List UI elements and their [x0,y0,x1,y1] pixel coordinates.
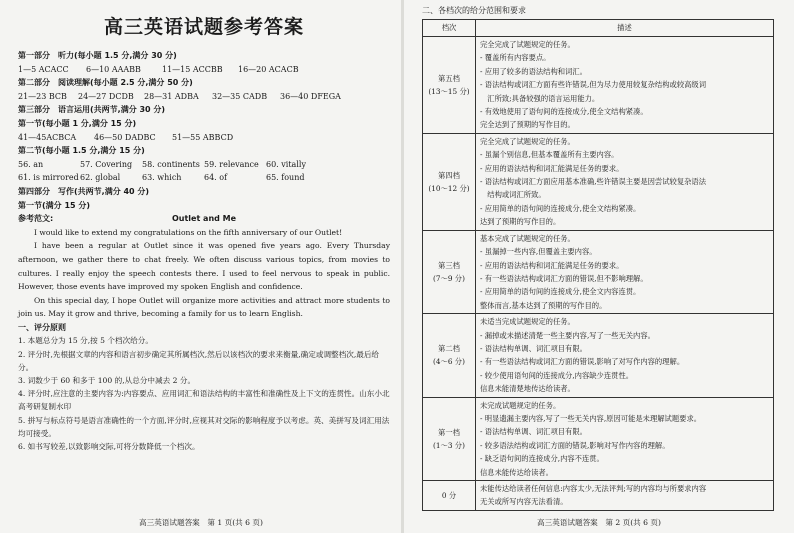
level-label: (10～12 分) [428,183,470,193]
level-cell [423,397,476,480]
table-row [423,481,774,511]
table-row [423,314,774,397]
description-line: 信息未能传达给读者。 [480,467,553,477]
section-heading: 二、各档次的给分范围和要求 [422,6,526,15]
part2-heading: 第二部分 阅读理解(每小题 2.5 分,满分 50 分) [18,78,193,88]
description-cell [476,481,774,511]
answer-group: 32—35 CADB [212,91,268,101]
description-line: - 缺乏语句间的连接成分,内容不连贯。 [480,454,604,464]
fill-answer: 63. which [142,173,182,183]
answer-group: 51—55 ABBCD [172,132,234,142]
level-label: 第三档 [438,260,460,270]
description-line: - 漏掉或未描述清楚一些主要内容,写了一些无关内容。 [480,330,655,340]
section1-heading: 第一节(每小题 1 分,满分 15 分) [18,118,137,128]
description-line: 达到了预期的写作目的。 [480,217,561,227]
description-line: - 较多语法结构或词汇方面的错误,影响对写作内容的理解。 [480,440,670,450]
description-line: - 语法结构或词汇方面有些许错误,但为尽力使用较复杂结构或较高级词 [480,80,707,90]
essay-title: Outlet and Me [171,214,237,224]
table-row [423,133,774,230]
level-cell [423,37,476,134]
section2-answers-row1 [18,158,390,172]
essay-paragraph: On this special day, I hope Outlet will organize more activities and attract more students to join us. May it grow and thrive, becoming a family for us to learn English. [18,295,390,319]
description-line: 完全完成了试题规定的任务。 [480,40,575,49]
level-cell [423,314,476,397]
part1-heading: 第一部分 听力(每小题 1.5 分,满分 30 分) [18,51,177,60]
description-line: - 应用了较多的语法结构和词汇。 [480,66,587,76]
level-label: 第五档 [438,73,460,83]
fill-answer: 64. of [204,173,228,183]
description-line: - 虽漏掉一些内容,但覆盖主要内容。 [480,247,597,257]
description-line: - 覆盖所有内容要点。 [480,53,551,63]
scoring-rule: 4. 评分时,应注意的主要内容为:内容要点、应用词汇和语法结构的丰富性和准确性及上下文的连贯性。山东小北高考研复制水印 [18,389,390,412]
level-label: 第一档 [438,427,460,437]
level-label: 第四档 [438,170,460,180]
fill-answer: 56. an [18,159,44,169]
section2-heading: 第二节(每小题 1.5 分,满分 15 分) [18,146,145,156]
description-line: 整体而言,基本达到了预期的写作目的。 [480,300,607,310]
fill-answer: 57. Covering [80,159,133,169]
essay-paragraph: I have been a regular at Outlet since it was opened five years ago. Every Thursday afternoon, we gather there to chat freely. We often discuss various topics, from movies to cultures. I really enjoy the speech contests there. I used to feel nervous to speak in public. However, those events have improved my spoken English and confidence. [18,241,390,292]
description-line: - 应用的语法结构和词汇能满足任务的要求。 [480,163,624,173]
page-title: 高三英语试题参考答案 [103,16,304,38]
scoring-rule: 2. 评分时,先根据文章的内容和语言初步确定其所属档次,然后以该档次的要求来衡量,确定或调整档次,最后给分。 [18,349,380,372]
table-row [423,397,774,480]
description-line: - 有效地使用了语句间的连接成分,使全文结构紧凑。 [480,107,648,117]
answer-group: 16—20 ACACB [238,64,299,74]
description-line: 结构或词汇所致。 [480,190,546,200]
answer-group: 36—40 DFEGA [280,91,341,101]
section2-answers-row2 [18,171,390,185]
description-line: 完全完成了试题规定的任务。 [480,136,575,146]
scoring-rule: 3. 词数少于 60 和多于 100 的,从总分中减去 2 分。 [18,376,196,386]
description-cell [476,37,774,134]
column-header-description: 描述 [476,20,774,37]
level-cell [423,133,476,230]
table-header-row [423,20,774,37]
description-line: - 明显遗漏主要内容,写了一些无关内容,原因可能是未理解试题要求。 [480,413,702,423]
writing1-heading: 第一节(满分 15 分) [18,200,91,210]
description-line: - 应用简单的语句间的连接成分,使全文内容连贯。 [480,287,641,297]
answer-group: 41—45ACBCA [18,132,77,142]
description-line: 未完成试题规定的任务。 [480,400,561,410]
answer-page-2 [404,0,794,533]
fill-answer: 59. relevance [204,159,259,169]
sample-label: 参考范文: [18,214,54,224]
description-line: 未能传达给读者任何信息:内容太少,无法评判;写的内容均与所要求内容 [480,484,707,493]
table-row [423,230,774,313]
page-footer: 高三英语试题答案 第 2 页(共 6 页) [537,518,661,527]
level-label: (7～9 分) [433,273,465,283]
fill-answer: 58. continents [142,159,200,169]
level-cell [423,481,476,511]
level-label: 0 分 [441,490,457,500]
description-line: - 有一些语法结构或词汇方面的错误,影响了对写作内容的理解。 [480,357,685,367]
description-cell [476,230,774,313]
scoring-rule: 6. 如书写较差,以致影响交际,可将分数降低一个档次。 [18,442,200,452]
description-line: 完全达到了预期的写作目的。 [480,120,575,130]
part2-answers [18,90,390,104]
scoring-table [422,19,774,511]
description-line: - 应用简单的语句间的连接成分,使全文结构紧凑。 [480,203,641,213]
level-label: (13～15 分) [428,86,470,96]
description-line: 信息未能清楚地传达给读者。 [480,384,575,394]
level-label: (4～6 分) [433,357,465,367]
fill-answer: 62. global [80,173,121,183]
description-line: - 应用的语法结构和词汇能满足任务的要求。 [480,260,624,270]
section1-answers [18,131,390,145]
essay-paragraph: I would like to extend my congratulations on the fifth anniversary of our Outlet! [34,227,343,237]
answer-group: 24—27 DCDB [78,91,134,101]
answer-group: 1—5 ACACC [18,64,69,74]
table-row [423,37,774,134]
level-cell [423,230,476,313]
description-line: 未适当完成试题规定的任务。 [480,317,575,327]
scoring-rule: 1. 本题总分为 15 分,按 5 个档次给分。 [18,336,153,346]
level-label: 第二档 [438,344,460,354]
part4-heading: 第四部分 写作(共两节,满分 40 分) [18,186,150,196]
description-line: 汇所致;具备较强的语言运用能力。 [480,93,600,103]
description-line: 无关或所写内容无法看清。 [480,497,568,507]
answer-group: 46—50 DADBC [94,132,156,142]
description-line: - 语法结构单调、词汇项目有限。 [480,427,587,437]
description-line: - 语法结构单调、词汇项目有限。 [480,343,587,353]
description-line: 基本完成了试题规定的任务。 [480,233,575,243]
description-cell [476,133,774,230]
rules-heading: 一、评分原则 [18,322,66,332]
part3-heading: 第三部分 语言运用(共两节,满分 30 分) [18,105,166,115]
description-line: - 虽漏个别信息,但基本覆盖所有主要内容。 [480,150,619,160]
description-line: - 语法结构或词汇方面应用基本准确,些许错误主要是因尝试较复杂语法 [480,177,707,187]
column-header-level: 档次 [423,20,476,37]
scoring-rule: 5. 拼写与标点符号是语言准确性的一个方面,评分时,应视其对交际的影响程度予以考虑。英、美拼写及词汇用法均可接受。 [18,415,390,438]
answer-group: 6—10 AAABB [86,64,141,74]
level-label: (1～3 分) [433,440,465,450]
description-cell [476,314,774,397]
answer-group: 21—23 BCB [18,91,67,101]
fill-answer: 61. is mirrored [18,173,79,183]
answer-group: 11—15 ACCBB [162,64,223,74]
page-footer: 高三英语试题答案 第 1 页(共 6 页) [139,518,263,527]
fill-answer: 65. found [266,173,305,183]
answer-group: 28—31 ADBA [144,91,199,101]
fill-answer: 60. vitally [266,159,306,169]
description-line: - 有一些语法结构或词汇方面的错误,但不影响理解。 [480,273,648,283]
part1-answers [18,63,390,77]
description-line: - 较少使用语句间的连接成分,内容缺少连贯性。 [480,370,634,380]
description-cell [476,397,774,480]
